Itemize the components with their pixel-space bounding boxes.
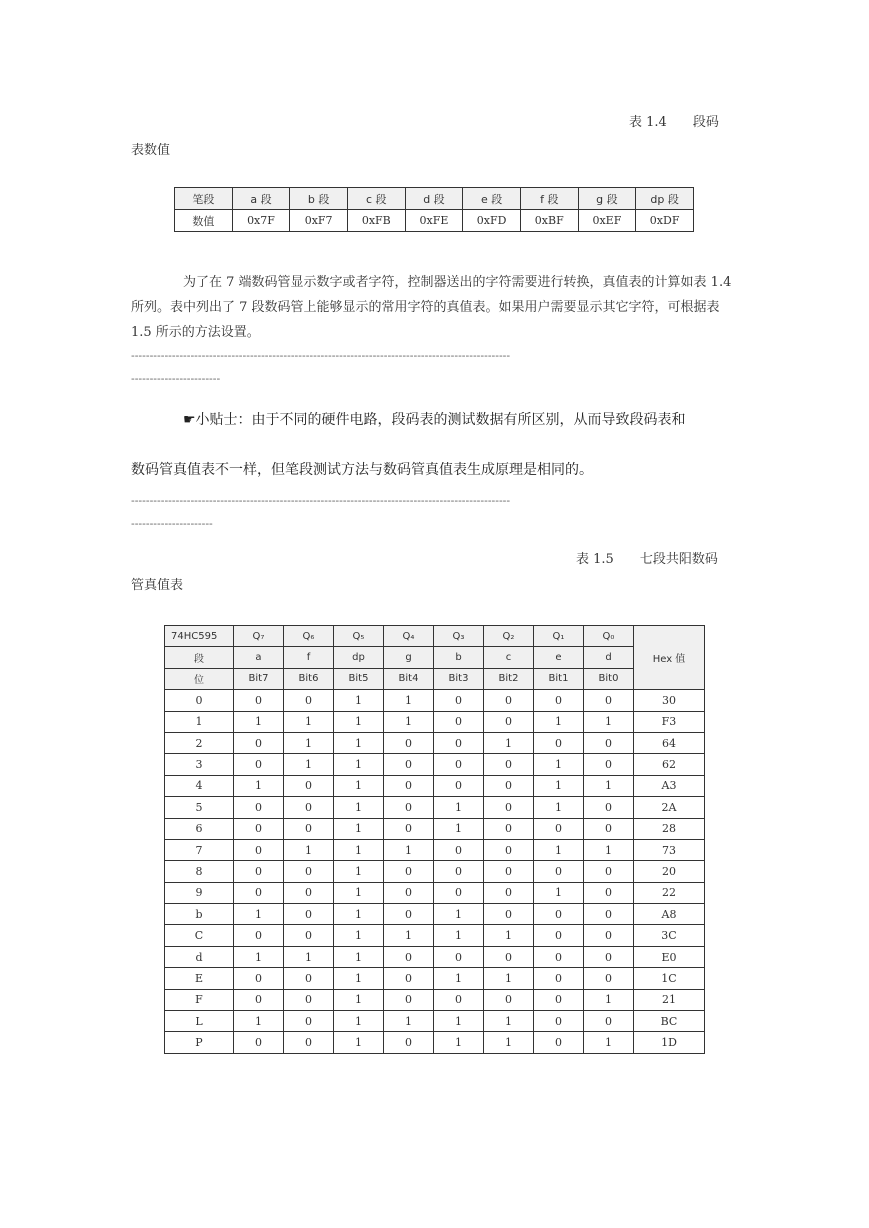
hex-value-cell: 30 — [634, 690, 705, 711]
divider-line: ------------------------ — [131, 372, 221, 385]
table-header-cell: Bit5 — [334, 668, 384, 689]
bit-cell: 0 — [284, 1032, 334, 1053]
character-cell: 5 — [165, 797, 234, 818]
bit-cell: 0 — [384, 861, 434, 882]
character-cell: b — [165, 904, 234, 925]
bit-cell: 0 — [384, 946, 434, 967]
tip-text-line: ☛小贴士：由于不同的硬件电路，段码表的测试数据有所区别，从而导致段码表和 — [183, 412, 686, 428]
character-cell: L — [165, 1011, 234, 1032]
bit-cell: 1 — [334, 861, 384, 882]
bit-cell: 0 — [484, 882, 534, 903]
bit-cell: 0 — [584, 946, 634, 967]
table-header-row — [175, 188, 694, 210]
bit-cell: 1 — [234, 946, 284, 967]
bit-cell: 0 — [384, 989, 434, 1010]
bit-cell: 1 — [334, 1032, 384, 1053]
bit-cell: 0 — [434, 690, 484, 711]
bit-cell: 1 — [434, 925, 484, 946]
bit-cell: 0 — [484, 861, 534, 882]
bit-cell: 0 — [534, 946, 584, 967]
table-header-cell: d 段 — [405, 188, 463, 210]
bit-cell: 0 — [284, 968, 334, 989]
hex-value-cell: 1C — [634, 968, 705, 989]
table-header-cell: e — [534, 647, 584, 668]
bit-cell: 1 — [384, 839, 434, 860]
bit-cell: 1 — [434, 1032, 484, 1053]
bit-cell: 0 — [284, 690, 334, 711]
bit-cell: 1 — [334, 946, 384, 967]
bit-cell: 0 — [434, 732, 484, 753]
bit-cell: 0 — [384, 732, 434, 753]
bit-cell: 1 — [484, 968, 534, 989]
character-cell: E — [165, 968, 234, 989]
bit-cell: 1 — [534, 711, 584, 732]
character-cell: F — [165, 989, 234, 1010]
bit-cell: 1 — [284, 711, 334, 732]
bit-cell: 1 — [334, 711, 384, 732]
table-header-cell: Q₁ — [534, 626, 584, 647]
bit-cell: 1 — [534, 882, 584, 903]
character-cell: 2 — [165, 732, 234, 753]
bit-cell: 1 — [334, 989, 384, 1010]
bit-cell: 1 — [534, 839, 584, 860]
bit-cell: 1 — [284, 839, 334, 860]
table-header-cell: 位 — [165, 668, 234, 689]
table-row — [165, 968, 705, 989]
bit-cell: 1 — [334, 1011, 384, 1032]
character-cell: C — [165, 925, 234, 946]
bit-cell: 0 — [284, 925, 334, 946]
bit-cell: 1 — [284, 946, 334, 967]
table-row — [165, 925, 705, 946]
bit-cell: 1 — [334, 754, 384, 775]
bit-cell: 0 — [584, 754, 634, 775]
bit-cell: 0 — [534, 861, 584, 882]
table-row — [165, 839, 705, 860]
hex-value-header: Hex 值 — [634, 626, 705, 690]
table-cell: 0xDF — [636, 210, 694, 232]
bit-cell: 1 — [284, 754, 334, 775]
bit-cell: 1 — [334, 882, 384, 903]
hex-value-cell: A3 — [634, 775, 705, 796]
table-header-cell: Bit2 — [484, 668, 534, 689]
table-row — [165, 711, 705, 732]
bit-cell: 0 — [384, 754, 434, 775]
table-header-cell: Bit6 — [284, 668, 334, 689]
bit-cell: 0 — [434, 989, 484, 1010]
table-header-cell: 段 — [165, 647, 234, 668]
hex-value-cell: A8 — [634, 904, 705, 925]
bit-cell: 0 — [284, 797, 334, 818]
bit-cell: 0 — [284, 818, 334, 839]
bit-cell: 1 — [534, 775, 584, 796]
character-cell: 4 — [165, 775, 234, 796]
table-header-row — [165, 668, 705, 689]
bit-cell: 0 — [584, 968, 634, 989]
bit-cell: 0 — [384, 904, 434, 925]
table-header-cell: g — [384, 647, 434, 668]
bit-cell: 1 — [584, 1032, 634, 1053]
bit-cell: 0 — [234, 1032, 284, 1053]
bit-cell: 0 — [234, 989, 284, 1010]
bit-cell: 1 — [334, 797, 384, 818]
bit-cell: 1 — [434, 818, 484, 839]
bit-cell: 0 — [584, 818, 634, 839]
table-header-cell: a — [234, 647, 284, 668]
hex-value-cell: 64 — [634, 732, 705, 753]
bit-cell: 0 — [284, 904, 334, 925]
bit-cell: 0 — [384, 775, 434, 796]
bit-cell: 0 — [234, 797, 284, 818]
bit-cell: 0 — [584, 925, 634, 946]
table-row — [165, 797, 705, 818]
body-paragraph: 为了在 7 端数码管显示数字或者字符，控制器送出的字符需要进行转换，真值表的计算如表 1.4 所列。表中列出了 7 段数码管上能够显示的常用字符的真值表。如果用户需要显示其它字符，可根据表 1.5 所示的方法设置。 — [131, 275, 732, 340]
bit-cell: 0 — [234, 732, 284, 753]
bit-cell: 1 — [334, 839, 384, 860]
bit-cell: 1 — [334, 690, 384, 711]
table-cell: 0xFE — [405, 210, 463, 232]
hex-value-cell: 1D — [634, 1032, 705, 1053]
bit-cell: 0 — [534, 925, 584, 946]
tip-box — [131, 405, 741, 485]
table-row — [165, 946, 705, 967]
bit-cell: 0 — [284, 861, 334, 882]
bit-cell: 0 — [484, 989, 534, 1010]
bit-cell: 1 — [334, 732, 384, 753]
bit-cell: 0 — [584, 732, 634, 753]
table-header-row — [165, 647, 705, 668]
table-row — [165, 775, 705, 796]
bit-cell: 1 — [434, 1011, 484, 1032]
bit-cell: 0 — [584, 904, 634, 925]
hex-value-cell: 20 — [634, 861, 705, 882]
character-cell: d — [165, 946, 234, 967]
table-1-4-caption-continuation: 表数值 — [131, 143, 171, 158]
table-cell: 数值 — [175, 210, 233, 232]
table-1-4-caption — [629, 111, 719, 130]
table-cell: 0xF7 — [290, 210, 348, 232]
table-header-cell: d — [584, 647, 634, 668]
table-header-cell: Bit7 — [234, 668, 284, 689]
character-cell: 0 — [165, 690, 234, 711]
table-header-cell: Q₂ — [484, 626, 534, 647]
tip-text-line: 数码管真值表不一样，但笔段测试方法与数码管真值表生成原理是相同的。 — [131, 462, 593, 478]
bit-cell: 1 — [384, 1011, 434, 1032]
table-header-cell: a 段 — [232, 188, 290, 210]
bit-cell: 0 — [534, 732, 584, 753]
bit-cell: 1 — [334, 968, 384, 989]
table-header-cell: f — [284, 647, 334, 668]
bit-cell: 0 — [384, 1032, 434, 1053]
hex-value-cell: BC — [634, 1011, 705, 1032]
table-row — [165, 989, 705, 1010]
table-header-cell: dp — [334, 647, 384, 668]
bit-cell: 1 — [384, 711, 434, 732]
table-cell: 0xEF — [578, 210, 636, 232]
bit-cell: 0 — [484, 839, 534, 860]
bit-cell: 1 — [534, 797, 584, 818]
table-row — [165, 882, 705, 903]
divider-line: ---------------------- — [131, 517, 213, 530]
bit-cell: 0 — [234, 925, 284, 946]
character-cell: 6 — [165, 818, 234, 839]
bit-cell: 0 — [434, 946, 484, 967]
table-header-cell: c — [484, 647, 534, 668]
bit-cell: 0 — [384, 797, 434, 818]
character-cell: 3 — [165, 754, 234, 775]
table-row — [175, 210, 694, 232]
bit-cell: 0 — [484, 775, 534, 796]
bit-cell: 0 — [234, 839, 284, 860]
bit-cell: 1 — [484, 1011, 534, 1032]
bit-cell: 0 — [534, 690, 584, 711]
table-header-cell: Q₀ — [584, 626, 634, 647]
bit-cell: 0 — [584, 1011, 634, 1032]
table-header-cell: Q₇ — [234, 626, 284, 647]
bit-cell: 1 — [584, 989, 634, 1010]
hex-value-cell: 2A — [634, 797, 705, 818]
bit-cell: 1 — [234, 775, 284, 796]
bit-cell: 1 — [434, 797, 484, 818]
table-row — [165, 732, 705, 753]
bit-cell: 0 — [434, 839, 484, 860]
table-row — [165, 904, 705, 925]
bit-cell: 1 — [584, 775, 634, 796]
table-header-cell: 笔段 — [175, 188, 233, 210]
bit-cell: 0 — [434, 882, 484, 903]
bit-cell: 0 — [484, 711, 534, 732]
bit-cell: 0 — [284, 775, 334, 796]
bit-cell: 0 — [484, 946, 534, 967]
bit-cell: 1 — [334, 904, 384, 925]
bit-cell: 1 — [234, 711, 284, 732]
bit-cell: 0 — [234, 968, 284, 989]
table-row — [165, 1032, 705, 1053]
bit-cell: 1 — [384, 690, 434, 711]
bit-cell: 0 — [284, 989, 334, 1010]
table-1-5-caption-continuation: 管真值表 — [131, 578, 184, 593]
bit-cell: 1 — [584, 711, 634, 732]
table-header-cell: f 段 — [520, 188, 578, 210]
bit-cell: 0 — [384, 818, 434, 839]
character-cell: 1 — [165, 711, 234, 732]
bit-cell: 0 — [284, 1011, 334, 1032]
character-cell: 9 — [165, 882, 234, 903]
truth-table — [164, 625, 705, 1054]
bit-cell: 0 — [434, 861, 484, 882]
table-row — [165, 818, 705, 839]
bit-cell: 0 — [484, 797, 534, 818]
table-header-cell: g 段 — [578, 188, 636, 210]
table-header-cell: Bit1 — [534, 668, 584, 689]
table-header-cell: Q₅ — [334, 626, 384, 647]
hex-value-cell: E0 — [634, 946, 705, 967]
character-cell: 8 — [165, 861, 234, 882]
bit-cell: 0 — [234, 754, 284, 775]
hex-value-cell: 21 — [634, 989, 705, 1010]
bit-cell: 0 — [434, 754, 484, 775]
table-header-cell: Bit0 — [584, 668, 634, 689]
bit-cell: 1 — [234, 904, 284, 925]
bit-cell: 0 — [534, 1032, 584, 1053]
bit-cell: 0 — [584, 882, 634, 903]
table-1-5-caption — [576, 548, 718, 567]
divider-line: ------------------------------------------------------------------------------------------------------ — [131, 349, 511, 362]
bit-cell: 1 — [434, 904, 484, 925]
table-header-cell: c 段 — [347, 188, 405, 210]
table-1-4-caption-title: 段码 — [692, 115, 719, 130]
table-header-cell: Q₆ — [284, 626, 334, 647]
bit-cell: 0 — [234, 818, 284, 839]
bit-cell: 0 — [484, 690, 534, 711]
bit-cell: 0 — [584, 861, 634, 882]
hex-value-cell: 28 — [634, 818, 705, 839]
bit-cell: 1 — [434, 968, 484, 989]
bit-cell: 0 — [484, 904, 534, 925]
bit-cell: 0 — [434, 775, 484, 796]
hex-value-cell: 73 — [634, 839, 705, 860]
table-cell: 0x7F — [232, 210, 290, 232]
divider-line: ------------------------------------------------------------------------------------------------------ — [131, 494, 511, 507]
bit-cell: 1 — [334, 775, 384, 796]
bit-cell: 1 — [584, 839, 634, 860]
table-header-row — [165, 626, 705, 647]
bit-cell: 1 — [484, 732, 534, 753]
table-header-cell: Q₃ — [434, 626, 484, 647]
bit-cell: 1 — [484, 925, 534, 946]
bit-cell: 0 — [234, 861, 284, 882]
hex-value-cell: F3 — [634, 711, 705, 732]
bit-cell: 0 — [534, 818, 584, 839]
segment-code-table — [174, 187, 694, 232]
character-cell: P — [165, 1032, 234, 1053]
bit-cell: 0 — [284, 882, 334, 903]
table-cell: 0xFB — [347, 210, 405, 232]
table-header-cell: Q₄ — [384, 626, 434, 647]
hex-value-cell: 22 — [634, 882, 705, 903]
bit-cell: 1 — [334, 925, 384, 946]
bit-cell: 0 — [534, 1011, 584, 1032]
table-1-5-caption-title: 七段共阳数码 — [639, 552, 718, 567]
hex-value-cell: 62 — [634, 754, 705, 775]
bit-cell: 0 — [234, 690, 284, 711]
table-row — [165, 861, 705, 882]
character-cell: 7 — [165, 839, 234, 860]
bit-cell: 0 — [534, 989, 584, 1010]
bit-cell: 0 — [584, 690, 634, 711]
bit-cell: 1 — [384, 925, 434, 946]
table-row — [165, 754, 705, 775]
table-header-cell: dp 段 — [636, 188, 694, 210]
table-header-cell: Bit3 — [434, 668, 484, 689]
bit-cell: 1 — [284, 732, 334, 753]
table-header-cell: b 段 — [290, 188, 348, 210]
table-cell: 0xFD — [463, 210, 521, 232]
table-cell: 0xBF — [520, 210, 578, 232]
bit-cell: 0 — [584, 797, 634, 818]
bit-cell: 1 — [484, 1032, 534, 1053]
table-1-5-caption-number: 表 1.5 — [576, 552, 614, 567]
bit-cell: 1 — [534, 754, 584, 775]
bit-cell: 0 — [384, 882, 434, 903]
table-1-4-caption-number: 表 1.4 — [629, 115, 667, 130]
bit-cell: 0 — [484, 754, 534, 775]
bit-cell: 0 — [434, 711, 484, 732]
table-header-cell: Bit4 — [384, 668, 434, 689]
hex-value-cell: 3C — [634, 925, 705, 946]
table-header-cell: b — [434, 647, 484, 668]
bit-cell: 0 — [384, 968, 434, 989]
bit-cell: 0 — [484, 818, 534, 839]
bit-cell: 0 — [534, 904, 584, 925]
table-row — [165, 690, 705, 711]
table-header-cell: e 段 — [463, 188, 521, 210]
table-row — [165, 1011, 705, 1032]
bit-cell: 0 — [534, 968, 584, 989]
bit-cell: 1 — [234, 1011, 284, 1032]
table-header-cell: 74HC595 — [165, 626, 234, 647]
bit-cell: 1 — [334, 818, 384, 839]
bit-cell: 0 — [234, 882, 284, 903]
